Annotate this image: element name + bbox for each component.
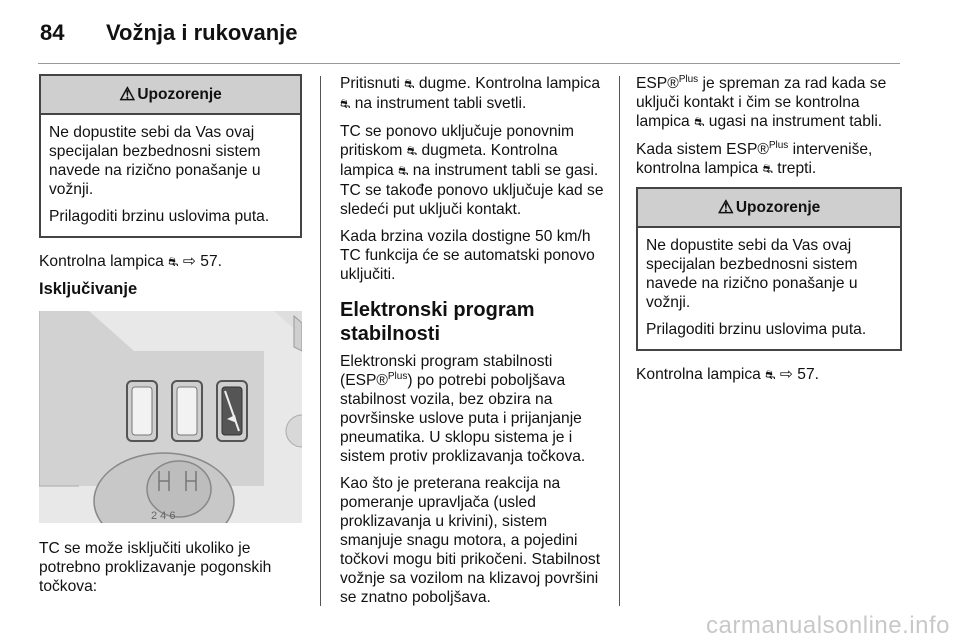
paragraph: Elektronski program stabilnosti (ESP®$^{Plus}$) po potrebi poboljšava stabilnost vozila, bez obzira na površinske uslove puta i prijanjanje pneumatika. U sklopu sistema je i sistem protiv proklizavanja točkova. [340, 353, 586, 465]
warning-box [636, 187, 902, 351]
column-divider [619, 76, 620, 606]
warning-icon: ⚠ [119, 84, 136, 104]
plus-superscript: Plus [387, 370, 408, 382]
column-1 [39, 74, 302, 604]
switch-panel-photo [39, 311, 302, 523]
esp-icon: ⛐ [398, 164, 409, 178]
warning-body [638, 228, 900, 349]
page-header [40, 20, 298, 46]
warning-header [638, 189, 900, 228]
warning-text: Ne dopustite sebi da Vas ovaj specijalan bezbednosni sistem navede na rizično ponašanje u vožnji. [49, 124, 261, 198]
esp-icon: ⛐ [765, 368, 776, 382]
page-ref-icon: ⇨ [182, 253, 196, 270]
esp-icon: ⛐ [168, 255, 179, 269]
warning-header [41, 76, 300, 115]
esp-icon: ⛐ [340, 97, 351, 111]
column-3 [636, 74, 902, 393]
warning-text: Prilagoditi brzinu uslovima puta. [646, 321, 867, 338]
paragraph: TC se može isključiti ukoliko je potrebno proklizavanje pogonskih točkova: [39, 540, 272, 595]
column-divider [320, 76, 321, 606]
paragraph: Pritisnuti ⛐ dugme. Kontrolna lampica ⛐ na instrument tabli svetli. [340, 75, 601, 112]
paragraph: TC se ponovo uključuje ponovnim pritiskom ⛐ dugmeta. Kontrolna lampica ⛐ na instrument tabli se gasi. TC se takođe ponovo uključuje kad se sledeći put uključi kontakt. [340, 123, 604, 218]
warning-icon: ⚠ [717, 197, 734, 217]
subheading: Isključivanje [39, 280, 138, 298]
warning-text: Ne dopustite sebi da Vas ovaj specijalan bezbednosni sistem navede na rizično ponašanje u vožnji. [646, 237, 858, 311]
header-rule [38, 63, 900, 64]
plus-superscript: Plus [768, 139, 789, 151]
plus-superscript: Plus [678, 73, 699, 85]
esp-icon: ⛐ [406, 144, 418, 158]
warning-text: Prilagoditi brzinu uslovima puta. [49, 208, 270, 225]
section-title: Elektronski program stabilnosti [340, 299, 535, 345]
esp-icon: ⛐ [404, 77, 415, 91]
paragraph: ESP®$^{Plus}$ je spreman za rad kada se uključi kontakt i čim se kontrolna lampica ⛐ ugasi na instrument tabli. [636, 73, 887, 130]
indicator-reference: Kontrolna lampica ⛐ ⇨ 57. [39, 253, 222, 270]
paragraph: Kada sistem ESP®$^{Plus}$ interveniše, kontrolna lampica ⛐ trepti. [636, 139, 873, 177]
page-ref-icon: ⇨ [779, 366, 793, 383]
page-number: 84 [40, 20, 65, 45]
gear-pattern-label: 2 4 6 [151, 510, 176, 522]
esp-icon: ⛐ [694, 115, 705, 129]
column-2 [340, 74, 605, 615]
warning-body [41, 115, 300, 236]
warning-title: Upozorenje [735, 199, 821, 216]
page-title: Vožnja i rukovanje [106, 20, 298, 45]
paragraph: Kao što je preterana reakcija na pomeranje upravljača (usled proklizavanja u krivini), sistem smanjuje snagu motora, a pojedini točkovi mogu biti prikočeni. Stabilnost vožnje sa vozilom na klizavoj površini se znatno poboljšava. [340, 475, 601, 606]
watermark: carmanualsonline.info [706, 612, 950, 639]
indicator-reference: Kontrolna lampica ⛐ ⇨ 57. [636, 366, 819, 383]
esp-icon: ⛐ [762, 162, 773, 176]
paragraph: Kada brzina vozila dostigne 50 km/h TC funkcija će se automatski ponovo uključiti. [340, 228, 595, 283]
warning-box [39, 74, 302, 238]
warning-title: Upozorenje [137, 86, 222, 103]
